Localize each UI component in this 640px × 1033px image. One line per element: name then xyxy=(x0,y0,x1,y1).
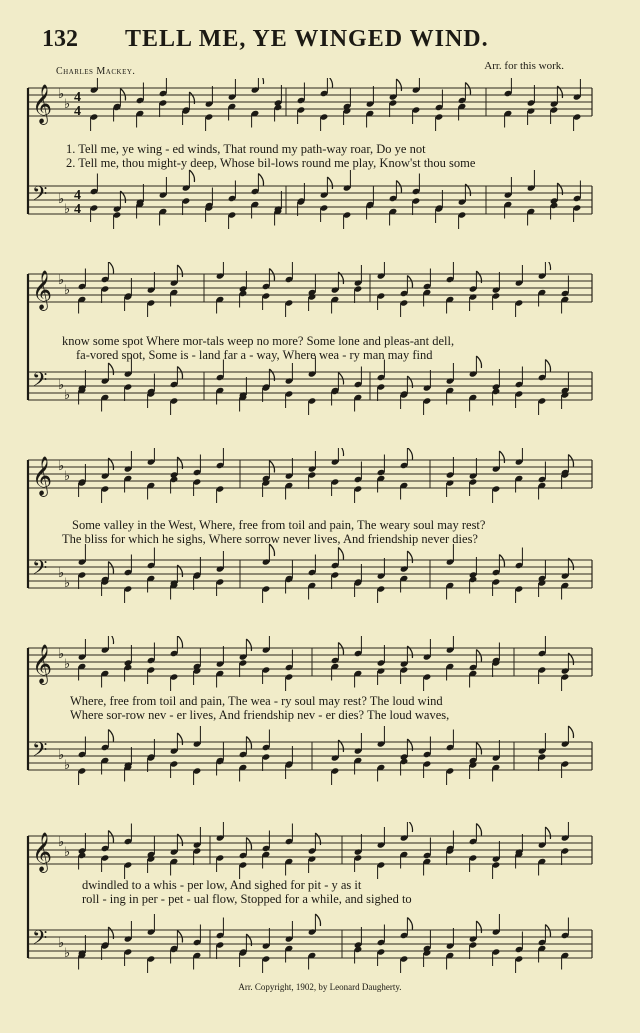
note-heads xyxy=(78,822,570,879)
flat-icon: ♭ xyxy=(58,647,65,662)
note-heads xyxy=(78,726,574,785)
lyric-verse-1: know some spot Where mor-tals weep no more? Some lone and pleas-ant dell, xyxy=(62,334,455,348)
copyright-footer: Arr. Copyright, 1902, by Leonard Daugherty. xyxy=(238,982,402,992)
note-heads xyxy=(78,262,570,317)
flat-icon: ♭ xyxy=(64,758,71,773)
note-heads xyxy=(78,448,574,503)
bass-staff xyxy=(28,182,592,217)
bass-clef-icon: 𝄢 xyxy=(32,926,48,954)
lyric-verse-2: fa-vored spot, Some is - land far a - way, Where wea - ry man may find xyxy=(76,348,433,362)
treble-clef-icon: 𝄞 xyxy=(32,456,53,496)
music-system-3 xyxy=(24,448,596,614)
lyric-verse-2: Where sor-row nev - er lives, And friendship nev - er dies? The loud waves, xyxy=(70,708,450,722)
flat-icon: ♭ xyxy=(58,87,65,102)
flat-icon: ♭ xyxy=(64,202,71,217)
lyric-verse-2: 2. Tell me, thou might-y deep, Whose bil-lows round me play, Know'st thou some xyxy=(66,156,476,170)
treble-clef-icon: 𝄞 xyxy=(32,832,53,872)
page-number: 132 xyxy=(42,26,78,52)
flat-icon: ♭ xyxy=(58,459,65,474)
treble-clef-icon: 𝄞 xyxy=(32,644,53,684)
note-heads xyxy=(90,170,582,229)
flat-icon: ♭ xyxy=(58,748,65,763)
flat-icon: ♭ xyxy=(58,273,65,288)
treble-clef-icon: 𝄞 xyxy=(32,84,53,124)
time-signature: 4 xyxy=(74,202,81,217)
author-credit: Charles Mackey. xyxy=(56,66,136,77)
note-heads xyxy=(78,544,574,603)
note-heads xyxy=(78,914,570,973)
flat-icon: ♭ xyxy=(64,388,71,403)
flat-icon: ♭ xyxy=(58,936,65,951)
flat-icon: ♭ xyxy=(64,946,71,961)
flat-icon: ♭ xyxy=(64,469,71,484)
lyric-verse-1: Some valley in the West, Where, free from toil and pain, The weary soul may rest? xyxy=(72,518,486,532)
treble-staff xyxy=(28,270,592,311)
note-heads xyxy=(78,356,570,415)
flat-icon: ♭ xyxy=(64,576,71,591)
treble-clef-icon: 𝄞 xyxy=(32,270,53,310)
lyric-verse-2: roll - ing in per - pet - ual flow, Stopped for a while, and sighed to xyxy=(82,892,412,906)
treble-staff xyxy=(28,84,592,125)
music-system-1 xyxy=(24,78,596,244)
time-signature: 4 xyxy=(74,90,81,105)
time-signature: 4 xyxy=(74,104,81,119)
bass-clef-icon: 𝄢 xyxy=(32,556,48,584)
note-heads xyxy=(90,78,582,131)
flat-icon: ♭ xyxy=(58,378,65,393)
arrangement-credit: Arr. for this work. xyxy=(484,60,564,72)
music-system-5 xyxy=(24,822,596,982)
flat-icon: ♭ xyxy=(64,657,71,672)
flat-icon: ♭ xyxy=(58,566,65,581)
flat-icon: ♭ xyxy=(58,835,65,850)
music-system-4 xyxy=(24,636,596,802)
lyric-verse-2: The bliss for which he sighs, Where sorrow never lives, And friendship never dies? xyxy=(62,532,478,546)
bass-clef-icon: 𝄢 xyxy=(32,182,48,210)
hymn-title: TELL ME, YE WINGED WIND. xyxy=(125,26,489,52)
bass-clef-icon: 𝄢 xyxy=(32,368,48,396)
bass-clef-icon: 𝄢 xyxy=(32,738,48,766)
lyric-verse-1: dwindled to a whis - per low, And sighed for pit - y as it xyxy=(82,878,362,892)
note-heads xyxy=(78,636,574,691)
treble-staff xyxy=(28,644,592,685)
time-signature: 4 xyxy=(74,188,81,203)
lyric-verse-1: Where, free from toil and pain, The wea - ry soul may rest? The loud wind xyxy=(70,694,443,708)
flat-icon: ♭ xyxy=(64,845,71,860)
flat-icon: ♭ xyxy=(58,192,65,207)
flat-icon: ♭ xyxy=(64,283,71,298)
flat-icon: ♭ xyxy=(64,97,71,112)
lyric-verse-1: 1. Tell me, ye wing - ed winds, That round my path-way roar, Do ye not xyxy=(66,142,426,156)
bass-staff xyxy=(28,738,592,773)
music-system-2 xyxy=(24,262,596,428)
